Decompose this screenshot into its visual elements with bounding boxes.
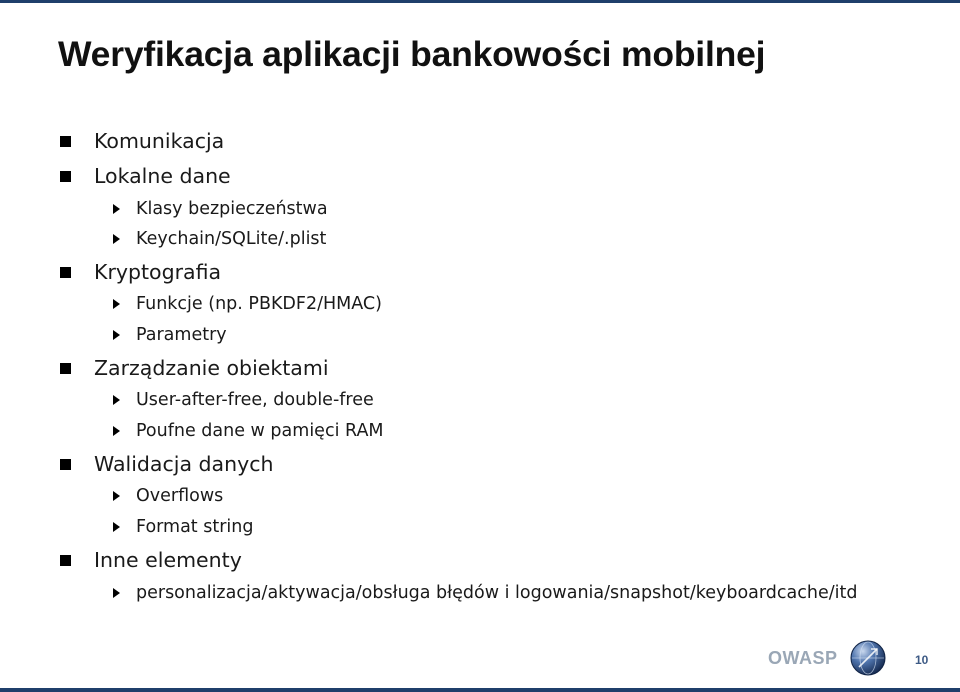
sub-bullet-text: Klasy bezpieczeństwa — [136, 199, 328, 219]
owasp-brand-text: OWASP — [768, 648, 838, 668]
triangle-bullet-icon — [113, 426, 120, 436]
square-bullet-icon — [60, 171, 71, 182]
sub-bullet-text: Format string — [136, 517, 254, 537]
square-bullet-icon — [60, 555, 71, 566]
triangle-bullet-icon — [113, 522, 120, 532]
triangle-bullet-icon — [113, 204, 120, 214]
bullet-text: Walidacja danych — [94, 452, 274, 476]
triangle-bullet-icon — [113, 491, 120, 501]
sub-bullet-text: Funkcje (np. PBKDF2/HMAC) — [136, 294, 382, 314]
triangle-bullet-icon — [113, 299, 120, 309]
bullet-text: Zarządzanie obiektami — [94, 356, 329, 380]
triangle-bullet-icon — [113, 330, 120, 340]
bottom-rule — [0, 688, 960, 692]
square-bullet-icon — [60, 363, 71, 374]
sub-bullet-text: User-after-free, double-free — [136, 390, 374, 410]
bullet-text: Inne elementy — [94, 548, 242, 572]
triangle-bullet-icon — [113, 588, 120, 598]
sub-bullet-text: Keychain/SQLite/.plist — [136, 229, 327, 249]
square-bullet-icon — [60, 267, 71, 278]
triangle-bullet-icon — [113, 395, 120, 405]
slide-title: Weryfikacja aplikacji bankowości mobilnej — [58, 34, 766, 74]
sub-bullet-text: Poufne dane w pamięci RAM — [136, 421, 384, 441]
owasp-globe-icon — [850, 640, 886, 676]
triangle-bullet-icon — [113, 234, 120, 244]
square-bullet-icon — [60, 459, 71, 470]
page-number: 10 — [915, 653, 929, 667]
bullet-text: Lokalne dane — [94, 164, 231, 188]
bullet-text: Kryptografia — [94, 260, 222, 284]
sub-bullet-text: personalizacja/aktywacja/obsługa błędów i logowania/snapshot/keyboardcache/itd — [136, 583, 858, 603]
bullet-text: Komunikacja — [94, 129, 225, 153]
square-bullet-icon — [60, 136, 71, 147]
sub-bullet-text: Overflows — [136, 486, 224, 506]
sub-bullet-text: Parametry — [136, 325, 227, 345]
